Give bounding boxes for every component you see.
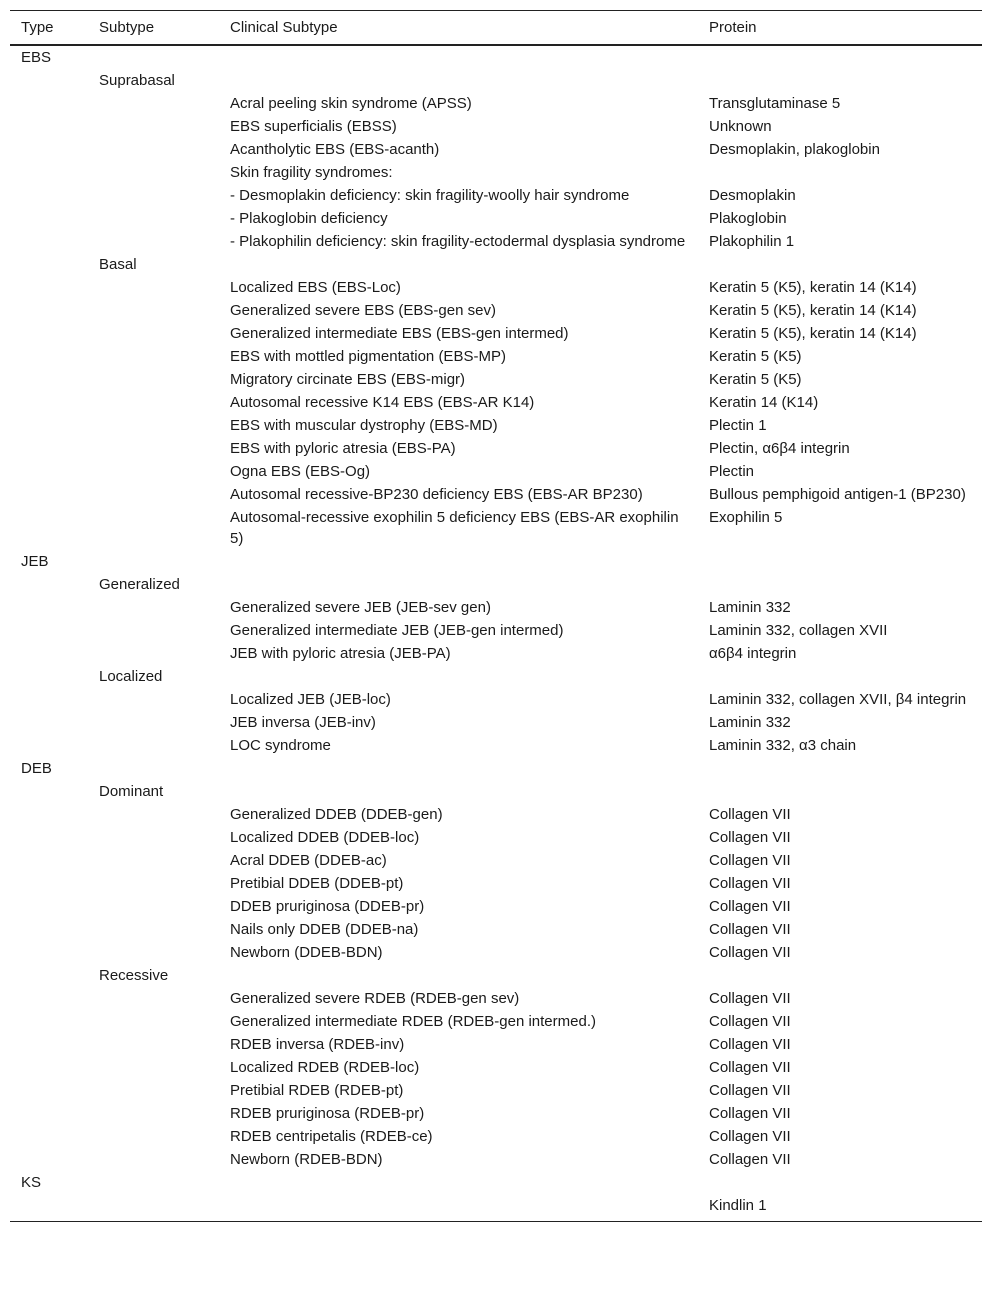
cell-protein: Keratin 5 (K5), keratin 14 (K14)	[709, 325, 917, 342]
cell-type	[10, 1148, 88, 1171]
table-row	[10, 299, 982, 322]
cell-protein: Collagen VII	[709, 1105, 791, 1122]
cell-subtype	[88, 550, 219, 573]
header-row	[10, 11, 982, 46]
cell-protein: Laminin 332, α3 chain	[709, 737, 857, 754]
cell-subtype	[88, 138, 219, 161]
cell-type	[10, 1010, 88, 1033]
cell-type	[10, 92, 88, 115]
cell-clinical-subtype: Migratory circinate EBS (EBS-migr)	[230, 371, 466, 388]
cell-protein: Plakophilin 1	[709, 233, 795, 250]
table-row	[10, 1033, 982, 1056]
cell-clinical-subtype: Localized JEB (JEB-loc)	[230, 691, 391, 708]
cell-protein	[698, 964, 982, 987]
cell-type	[10, 964, 88, 987]
cell-clinical-subtype: Newborn (DDEB-BDN)	[230, 944, 383, 961]
table-row	[10, 253, 982, 276]
cell-clinical-subtype: Localized EBS (EBS-Loc)	[230, 279, 401, 296]
table-row	[10, 1102, 982, 1125]
cell-protein: Keratin 5 (K5), keratin 14 (K14)	[709, 279, 917, 296]
cell-protein: Keratin 5 (K5)	[709, 371, 802, 388]
cell-clinical-subtype	[219, 550, 698, 573]
cell-protein: Collagen VII	[709, 921, 791, 938]
cell-subtype	[88, 460, 219, 483]
cell-clinical-subtype: Localized DDEB (DDEB-loc)	[230, 829, 420, 846]
table-row	[10, 322, 982, 345]
cell-type	[10, 184, 88, 207]
cell-protein: Collagen VII	[709, 806, 791, 823]
cell-protein: Transglutaminase 5	[709, 95, 841, 112]
cell-clinical-subtype: Generalized severe JEB (JEB-sev gen)	[230, 599, 491, 616]
cell-protein: Collagen VII	[709, 852, 791, 869]
cell-subtype	[88, 184, 219, 207]
cell-subtype	[88, 322, 219, 345]
cell-protein: Laminin 332, collagen XVII, β4 integrin	[709, 691, 967, 708]
cell-type	[10, 596, 88, 619]
cell-subtype	[88, 1148, 219, 1171]
table-row	[10, 1079, 982, 1102]
cell-subtype: Dominant	[99, 783, 164, 800]
cell-clinical-subtype: Acral peeling skin syndrome (APSS)	[230, 95, 472, 112]
cell-type	[10, 711, 88, 734]
cell-subtype	[88, 987, 219, 1010]
cell-clinical-subtype: Ogna EBS (EBS-Og)	[230, 463, 371, 480]
cell-type	[10, 734, 88, 757]
table-row	[10, 1194, 982, 1222]
cell-type: JEB	[21, 553, 49, 570]
table-row	[10, 414, 982, 437]
cell-subtype	[88, 895, 219, 918]
cell-protein: Desmoplakin	[709, 187, 796, 204]
cell-clinical-subtype: - Desmoplakin deficiency: skin fragility-woolly hair syndrome	[230, 187, 630, 204]
header-type: Type	[10, 11, 88, 46]
cell-type	[10, 414, 88, 437]
cell-type	[10, 803, 88, 826]
cell-type	[10, 437, 88, 460]
cell-clinical-subtype: Newborn (RDEB-BDN)	[230, 1151, 383, 1168]
table-row	[10, 460, 982, 483]
table-row	[10, 1056, 982, 1079]
table-row	[10, 918, 982, 941]
cell-protein: Plectin, α6β4 integrin	[709, 440, 850, 457]
table-row	[10, 550, 982, 573]
table-row	[10, 757, 982, 780]
cell-type	[10, 368, 88, 391]
cell-protein	[698, 757, 982, 780]
cell-type: DEB	[21, 760, 52, 777]
cell-type	[10, 941, 88, 964]
cell-protein: Kindlin 1	[698, 1194, 982, 1222]
table-row	[10, 207, 982, 230]
cell-subtype	[88, 1171, 219, 1194]
table-row	[10, 849, 982, 872]
cell-type	[10, 987, 88, 1010]
table-row	[10, 437, 982, 460]
cell-protein: Collagen VII	[709, 1128, 791, 1145]
cell-clinical-subtype: RDEB pruriginosa (RDEB-pr)	[230, 1105, 425, 1122]
eb-classification-table	[10, 10, 982, 1222]
cell-clinical-subtype: Generalized intermediate JEB (JEB-gen intermed)	[230, 622, 564, 639]
cell-subtype	[88, 483, 219, 506]
cell-type	[10, 642, 88, 665]
cell-subtype	[88, 207, 219, 230]
cell-type	[10, 391, 88, 414]
table-row	[10, 138, 982, 161]
cell-subtype	[88, 1125, 219, 1148]
cell-type	[10, 1125, 88, 1148]
cell-type	[10, 780, 88, 803]
table-row	[10, 803, 982, 826]
cell-type: KS	[21, 1174, 42, 1191]
cell-type	[10, 849, 88, 872]
cell-clinical-subtype: Autosomal-recessive exophilin 5 deficiency EBS (EBS-AR exophilin 5)	[230, 509, 679, 547]
cell-subtype	[88, 414, 219, 437]
cell-subtype	[88, 230, 219, 253]
cell-clinical-subtype: Skin fragility syndromes:	[230, 164, 393, 181]
cell-subtype: Basal	[99, 256, 137, 273]
cell-subtype	[88, 688, 219, 711]
cell-clinical-subtype: Generalized DDEB (DDEB-gen)	[230, 806, 443, 823]
table-row	[10, 345, 982, 368]
cell-clinical-subtype: Acantholytic EBS (EBS-acanth)	[230, 141, 440, 158]
cell-type	[10, 138, 88, 161]
table-body	[10, 45, 982, 1222]
cell-subtype	[88, 734, 219, 757]
cell-protein: Laminin 332	[709, 599, 791, 616]
cell-protein: Laminin 332	[709, 714, 791, 731]
cell-protein	[698, 780, 982, 803]
cell-protein	[698, 45, 982, 69]
cell-type	[10, 345, 88, 368]
header-protein: Protein	[698, 11, 982, 46]
cell-clinical-subtype	[219, 757, 698, 780]
cell-subtype	[88, 92, 219, 115]
cell-type	[10, 506, 88, 550]
table-row	[10, 734, 982, 757]
table-row	[10, 1148, 982, 1171]
table-row	[10, 780, 982, 803]
table-row	[10, 711, 982, 734]
table-container	[10, 10, 982, 1222]
cell-protein: Collagen VII	[709, 1151, 791, 1168]
cell-subtype	[88, 803, 219, 826]
cell-protein	[698, 1171, 982, 1194]
table-row	[10, 1171, 982, 1194]
table-row	[10, 826, 982, 849]
cell-clinical-subtype	[219, 253, 698, 276]
cell-protein	[698, 161, 982, 184]
cell-type	[10, 1079, 88, 1102]
cell-clinical-subtype: Autosomal recessive-BP230 deficiency EBS (EBS-AR BP230)	[230, 486, 643, 503]
cell-protein	[698, 573, 982, 596]
cell-type	[10, 460, 88, 483]
cell-type	[10, 1194, 88, 1222]
table-header	[10, 11, 982, 46]
cell-protein: Collagen VII	[709, 944, 791, 961]
table-row	[10, 161, 982, 184]
table-row	[10, 276, 982, 299]
table-row	[10, 665, 982, 688]
cell-clinical-subtype: EBS superficialis (EBSS)	[230, 118, 397, 135]
cell-clinical-subtype: Generalized intermediate RDEB (RDEB-gen intermed.)	[230, 1013, 596, 1030]
cell-protein: Keratin 5 (K5), keratin 14 (K14)	[709, 302, 917, 319]
cell-subtype	[88, 115, 219, 138]
cell-type	[10, 115, 88, 138]
cell-clinical-subtype: Acral DDEB (DDEB-ac)	[230, 852, 387, 869]
cell-protein: α6β4 integrin	[709, 645, 797, 662]
cell-clinical-subtype: - Plakoglobin deficiency	[230, 210, 388, 227]
cell-clinical-subtype: Generalized intermediate EBS (EBS-gen intermed)	[230, 325, 569, 342]
table-row	[10, 92, 982, 115]
table-row	[10, 45, 982, 69]
cell-type: EBS	[21, 49, 52, 66]
cell-clinical-subtype	[219, 69, 698, 92]
table-row	[10, 872, 982, 895]
cell-type	[10, 69, 88, 92]
cell-type	[10, 1056, 88, 1079]
cell-subtype	[88, 711, 219, 734]
cell-type	[10, 161, 88, 184]
table-row	[10, 506, 982, 550]
cell-clinical-subtype: LOC syndrome	[230, 737, 331, 754]
table-row	[10, 642, 982, 665]
cell-type	[10, 322, 88, 345]
cell-protein	[698, 253, 982, 276]
table-row	[10, 115, 982, 138]
cell-type	[10, 207, 88, 230]
cell-protein: Collagen VII	[709, 1036, 791, 1053]
cell-subtype	[88, 345, 219, 368]
cell-clinical-subtype: Autosomal recessive K14 EBS (EBS-AR K14)	[230, 394, 535, 411]
table-row	[10, 69, 982, 92]
cell-type	[10, 619, 88, 642]
cell-clinical-subtype: EBS with pyloric atresia (EBS-PA)	[230, 440, 456, 457]
cell-protein: Keratin 5 (K5)	[709, 348, 802, 365]
cell-clinical-subtype: Pretibial RDEB (RDEB-pt)	[230, 1082, 404, 1099]
cell-subtype	[88, 1010, 219, 1033]
cell-type	[10, 483, 88, 506]
cell-subtype	[88, 1194, 219, 1222]
cell-clinical-subtype	[219, 1171, 698, 1194]
cell-type	[10, 895, 88, 918]
table-row	[10, 391, 982, 414]
table-row	[10, 596, 982, 619]
cell-type	[10, 230, 88, 253]
cell-subtype: Recessive	[99, 967, 169, 984]
cell-clinical-subtype: Localized RDEB (RDEB-loc)	[230, 1059, 420, 1076]
table-row	[10, 619, 982, 642]
cell-protein: Collagen VII	[709, 829, 791, 846]
cell-subtype: Localized	[99, 668, 163, 685]
cell-protein	[698, 69, 982, 92]
table-row	[10, 964, 982, 987]
cell-subtype	[88, 368, 219, 391]
table-row	[10, 1010, 982, 1033]
cell-clinical-subtype: - Plakophilin deficiency: skin fragility-ectodermal dysplasia syndrome	[230, 233, 686, 250]
cell-clinical-subtype	[219, 964, 698, 987]
cell-subtype	[88, 849, 219, 872]
cell-clinical-subtype: RDEB inversa (RDEB-inv)	[230, 1036, 405, 1053]
cell-subtype	[88, 757, 219, 780]
table-row	[10, 1125, 982, 1148]
cell-clinical-subtype	[219, 573, 698, 596]
cell-subtype: Suprabasal	[99, 72, 175, 89]
table-row	[10, 184, 982, 207]
cell-subtype	[88, 1102, 219, 1125]
cell-subtype	[88, 941, 219, 964]
cell-clinical-subtype: EBS with muscular dystrophy (EBS-MD)	[230, 417, 498, 434]
cell-clinical-subtype: JEB inversa (JEB-inv)	[230, 714, 376, 731]
cell-clinical-subtype	[219, 1194, 698, 1222]
cell-clinical-subtype: Generalized severe EBS (EBS-gen sev)	[230, 302, 496, 319]
cell-clinical-subtype: Nails only DDEB (DDEB-na)	[230, 921, 419, 938]
cell-type	[10, 918, 88, 941]
cell-protein: Collagen VII	[709, 990, 791, 1007]
cell-subtype	[88, 1033, 219, 1056]
cell-subtype	[88, 437, 219, 460]
cell-type	[10, 1033, 88, 1056]
table-row	[10, 895, 982, 918]
cell-clinical-subtype	[219, 45, 698, 69]
cell-protein	[698, 665, 982, 688]
table-row	[10, 483, 982, 506]
cell-type	[10, 872, 88, 895]
table-row	[10, 230, 982, 253]
cell-subtype	[88, 596, 219, 619]
cell-type	[10, 573, 88, 596]
cell-subtype	[88, 872, 219, 895]
cell-protein: Unknown	[709, 118, 772, 135]
cell-clinical-subtype: JEB with pyloric atresia (JEB-PA)	[230, 645, 451, 662]
table-row	[10, 987, 982, 1010]
table-row	[10, 941, 982, 964]
cell-clinical-subtype	[219, 780, 698, 803]
cell-type	[10, 253, 88, 276]
cell-subtype: Generalized	[99, 576, 180, 593]
cell-protein	[698, 550, 982, 573]
cell-protein: Collagen VII	[709, 875, 791, 892]
cell-subtype	[88, 642, 219, 665]
cell-type	[10, 299, 88, 322]
header-clinical-subtype: Clinical Subtype	[219, 11, 698, 46]
cell-type	[10, 688, 88, 711]
cell-subtype	[88, 619, 219, 642]
cell-protein: Plakoglobin	[709, 210, 787, 227]
table-row	[10, 688, 982, 711]
table-row	[10, 368, 982, 391]
cell-protein: Laminin 332, collagen XVII	[709, 622, 888, 639]
cell-type	[10, 826, 88, 849]
cell-protein: Collagen VII	[709, 1082, 791, 1099]
cell-protein: Desmoplakin, plakoglobin	[709, 141, 880, 158]
cell-subtype	[88, 1079, 219, 1102]
cell-clinical-subtype: RDEB centripetalis (RDEB-ce)	[230, 1128, 433, 1145]
cell-type	[10, 1102, 88, 1125]
cell-protein: Collagen VII	[709, 1059, 791, 1076]
cell-protein: Plectin 1	[709, 417, 767, 434]
cell-subtype	[88, 826, 219, 849]
cell-subtype	[88, 506, 219, 550]
cell-clinical-subtype: Generalized severe RDEB (RDEB-gen sev)	[230, 990, 520, 1007]
cell-clinical-subtype: DDEB pruriginosa (DDEB-pr)	[230, 898, 425, 915]
cell-protein: Keratin 14 (K14)	[709, 394, 819, 411]
cell-protein: Bullous pemphigoid antigen-1 (BP230)	[709, 486, 966, 503]
cell-clinical-subtype	[219, 665, 698, 688]
cell-subtype	[88, 276, 219, 299]
header-subtype: Subtype	[88, 11, 219, 46]
cell-subtype	[88, 391, 219, 414]
cell-protein: Plectin	[709, 463, 755, 480]
cell-protein: Exophilin 5	[709, 509, 783, 526]
table-row	[10, 573, 982, 596]
cell-clinical-subtype: EBS with mottled pigmentation (EBS-MP)	[230, 348, 506, 365]
cell-type	[10, 276, 88, 299]
cell-subtype	[88, 918, 219, 941]
cell-clinical-subtype: Pretibial DDEB (DDEB-pt)	[230, 875, 404, 892]
cell-subtype	[88, 1056, 219, 1079]
cell-protein: Collagen VII	[709, 898, 791, 915]
cell-subtype	[88, 299, 219, 322]
cell-protein: Collagen VII	[709, 1013, 791, 1030]
cell-subtype	[88, 161, 219, 184]
cell-type	[10, 665, 88, 688]
cell-subtype	[88, 45, 219, 69]
